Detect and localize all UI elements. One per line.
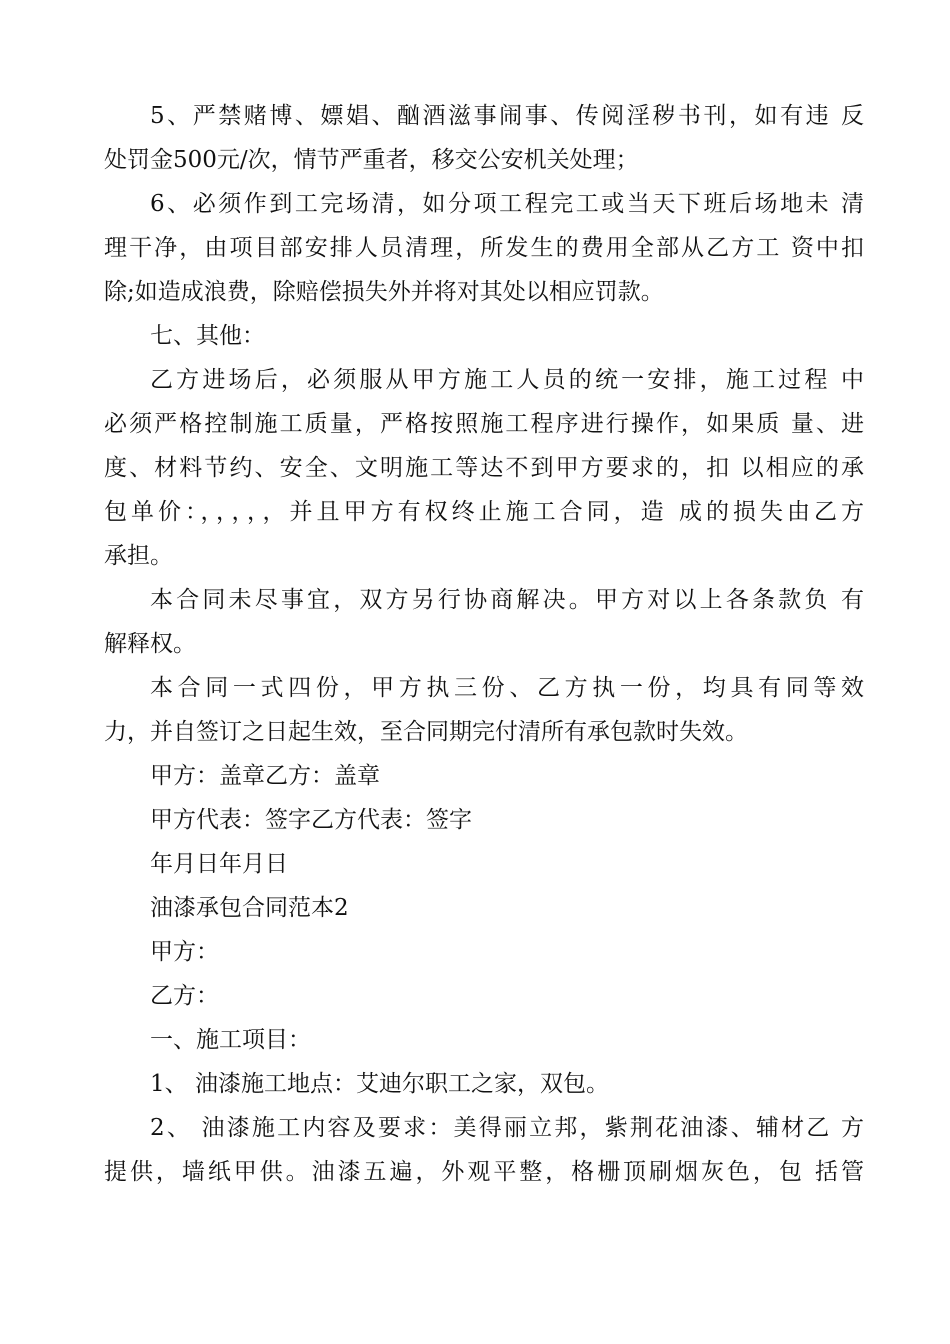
text-line: 5、严禁赌博、嫖娼、酗酒滋事闹事、传阅淫秽书刊，如有违 反 xyxy=(150,103,864,129)
date-line: 年月日年月日 xyxy=(150,851,288,877)
text-line: 解释权。 xyxy=(104,631,196,657)
text-line: 必须严格控制施工质量，严格按照施工程序进行操作，如果质 量、进 xyxy=(104,411,864,437)
text-line: 度、材料节约、安全、文明施工等达不到甲方要求的，扣 以相应的承 xyxy=(104,455,864,481)
section-heading: 一、施工项目： xyxy=(150,1027,311,1053)
signature-line-seal: 甲方：盖章乙方：盖章 xyxy=(150,763,380,789)
signature-line-representative: 甲方代表：签字乙方代表：签字 xyxy=(150,807,472,833)
text-line: 提供，墙纸甲供。油漆五遍，外观平整，格栅顶刷烟灰色，包 括管 xyxy=(104,1159,864,1185)
text-line: 2、 油漆施工内容及要求：美得丽立邦，紫荆花油漆、辅材乙 方 xyxy=(150,1115,864,1141)
text-line: 本合同一式四份，甲方执三份、乙方执一份，均具有同等效 xyxy=(150,675,864,701)
text-line: 乙方进场后，必须服从甲方施工人员的统一安排，施工过程 中 xyxy=(150,367,864,393)
section-heading: 七、其他： xyxy=(150,323,265,349)
text-line: 包单价：，，，，，并且甲方有权终止施工合同，造 成的损失由乙方 xyxy=(104,499,864,525)
party-a-label: 甲方： xyxy=(150,939,219,965)
text-line: 承担。 xyxy=(104,543,173,569)
party-b-label: 乙方： xyxy=(150,983,219,1009)
text-line: 除;如造成浪费，除赔偿损失外并将对其处以相应罚款。 xyxy=(104,279,664,305)
text-line: 本合同未尽事宜，双方另行协商解决。甲方对以上各条款负 有 xyxy=(150,587,864,613)
text-line: 1、 油漆施工地点：艾迪尔职工之家，双包。 xyxy=(150,1071,609,1097)
text-line: 力，并自签订之日起生效，至合同期完付清所有承包款时失效。 xyxy=(104,719,748,745)
text-line: 处罚金500元/次，情节严重者，移交公安机关处理； xyxy=(104,147,639,173)
text-line: 理干净，由项目部安排人员清理，所发生的费用全部从乙方工 资中扣 xyxy=(104,235,864,261)
document-title: 油漆承包合同范本2 xyxy=(150,895,349,921)
text-line: 6、必须作到工完场清，如分项工程完工或当天下班后场地未 清 xyxy=(150,191,864,217)
